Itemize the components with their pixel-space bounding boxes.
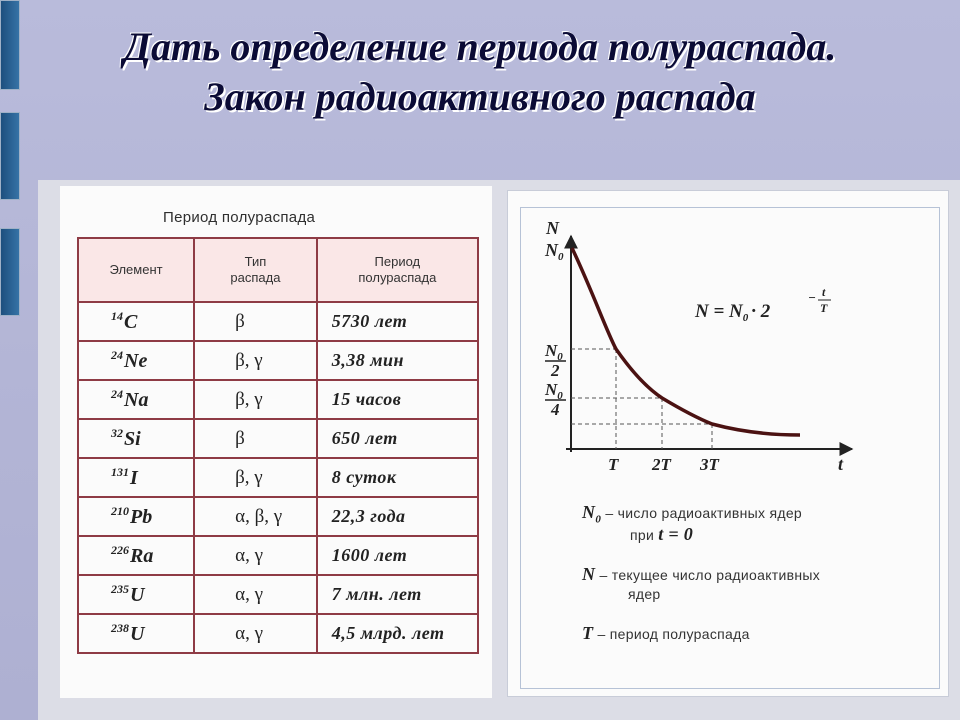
legend-n [582, 564, 820, 585]
element-symbol: U [130, 623, 145, 645]
half-life-cell: 22,3 года [317, 497, 478, 536]
element-symbol: Ne [124, 350, 148, 372]
decay-curve [572, 248, 800, 435]
mass-number: 131 [111, 465, 129, 479]
y-half-numerator: $N_0$ [545, 341, 563, 363]
mass-number: 32 [111, 426, 123, 440]
element-symbol: C [124, 311, 138, 333]
x-tick-2T: 2T [652, 455, 671, 474]
mass-number: 238 [111, 621, 129, 635]
legend-n0 [582, 502, 802, 526]
element-symbol: Pb [130, 506, 153, 528]
formula-exponent-minus: − [808, 290, 816, 305]
mass-number: 210 [111, 504, 129, 518]
half-life-cell: 7 млн. лет [317, 575, 478, 614]
half-life-cell: 650 лет [317, 419, 478, 458]
x-tick-T: T [608, 455, 619, 474]
y-axis-n0-label: $N_0$ [545, 240, 564, 263]
half-life-cell: 15 часов [317, 380, 478, 419]
mass-number: 14 [111, 309, 123, 323]
legend-n-line2 [628, 586, 661, 602]
y-quarter-numerator: $N_0$ [545, 380, 563, 402]
legend-n-text: – текущее число радиоактивных [599, 567, 821, 583]
element-symbol: U [130, 584, 145, 606]
decay-type-cell: β [194, 302, 317, 341]
legend-n0-text: – число радиоактивных ядер [605, 505, 803, 521]
x-tick-3T: 3T [700, 455, 719, 474]
header-half-life-line1: Период [374, 254, 421, 269]
y-half-denominator: 2 [551, 361, 560, 380]
element-symbol: Si [124, 428, 141, 450]
y-axis-label: N [546, 218, 559, 238]
half-life-cell: 4,5 млрд. лет [317, 614, 478, 653]
header-decay-type-line2: распада [230, 270, 281, 285]
mass-number: 235 [111, 582, 129, 596]
legend-n-text2: ядер [628, 586, 661, 602]
header-decay-type-line1: Тип [244, 254, 267, 269]
legend-n0-symbol: $N_0$ [582, 502, 602, 526]
decay-type-cell: α, γ [194, 536, 317, 575]
slide-title-line2: Закон радиоактивного распада [204, 74, 756, 119]
legend-n0-condition: t = 0 [658, 524, 694, 544]
decay-type-cell: β [194, 419, 317, 458]
half-life-cell: 8 суток [317, 458, 478, 497]
legend-t [582, 623, 750, 644]
half-life-cell: 1600 лет [317, 536, 478, 575]
element-symbol: I [130, 467, 138, 489]
decay-type-cell: α, γ [194, 614, 317, 653]
decay-type-cell: β, γ [194, 458, 317, 497]
half-life-cell: 3,38 мин [317, 341, 478, 380]
legend-n-symbol: N [582, 564, 596, 584]
mass-number: 24 [111, 387, 123, 401]
element-symbol: Na [124, 389, 149, 411]
decay-formula: $N = N_0 \cdot 2$ [695, 301, 771, 324]
legend-n0-line2 [630, 524, 693, 545]
decay-type-cell: β, γ [194, 380, 317, 419]
legend-t-symbol: T [582, 623, 594, 643]
decay-type-cell: β, γ [194, 341, 317, 380]
y-quarter-denominator: 4 [551, 400, 560, 419]
table-caption: Период полураспада [163, 209, 316, 226]
slide-title-line1: Дать определение периода полураспада. [123, 24, 837, 69]
mass-number: 226 [111, 543, 129, 557]
formula-exponent-denominator: T [820, 301, 828, 315]
mass-number: 24 [111, 348, 123, 362]
decay-type-cell: α, β, γ [194, 497, 317, 536]
decay-type-cell: α, γ [194, 575, 317, 614]
legend-t-text: – период полураспада [597, 626, 750, 642]
element-symbol: Ra [130, 545, 154, 567]
legend-n0-text2: при [630, 527, 655, 543]
x-axis-label: t [838, 454, 844, 474]
formula-exponent-numerator: t [822, 285, 826, 299]
header-element-label: Элемент [109, 262, 163, 277]
header-half-life-line2: полураспада [358, 270, 437, 285]
half-life-cell: 5730 лет [317, 302, 478, 341]
